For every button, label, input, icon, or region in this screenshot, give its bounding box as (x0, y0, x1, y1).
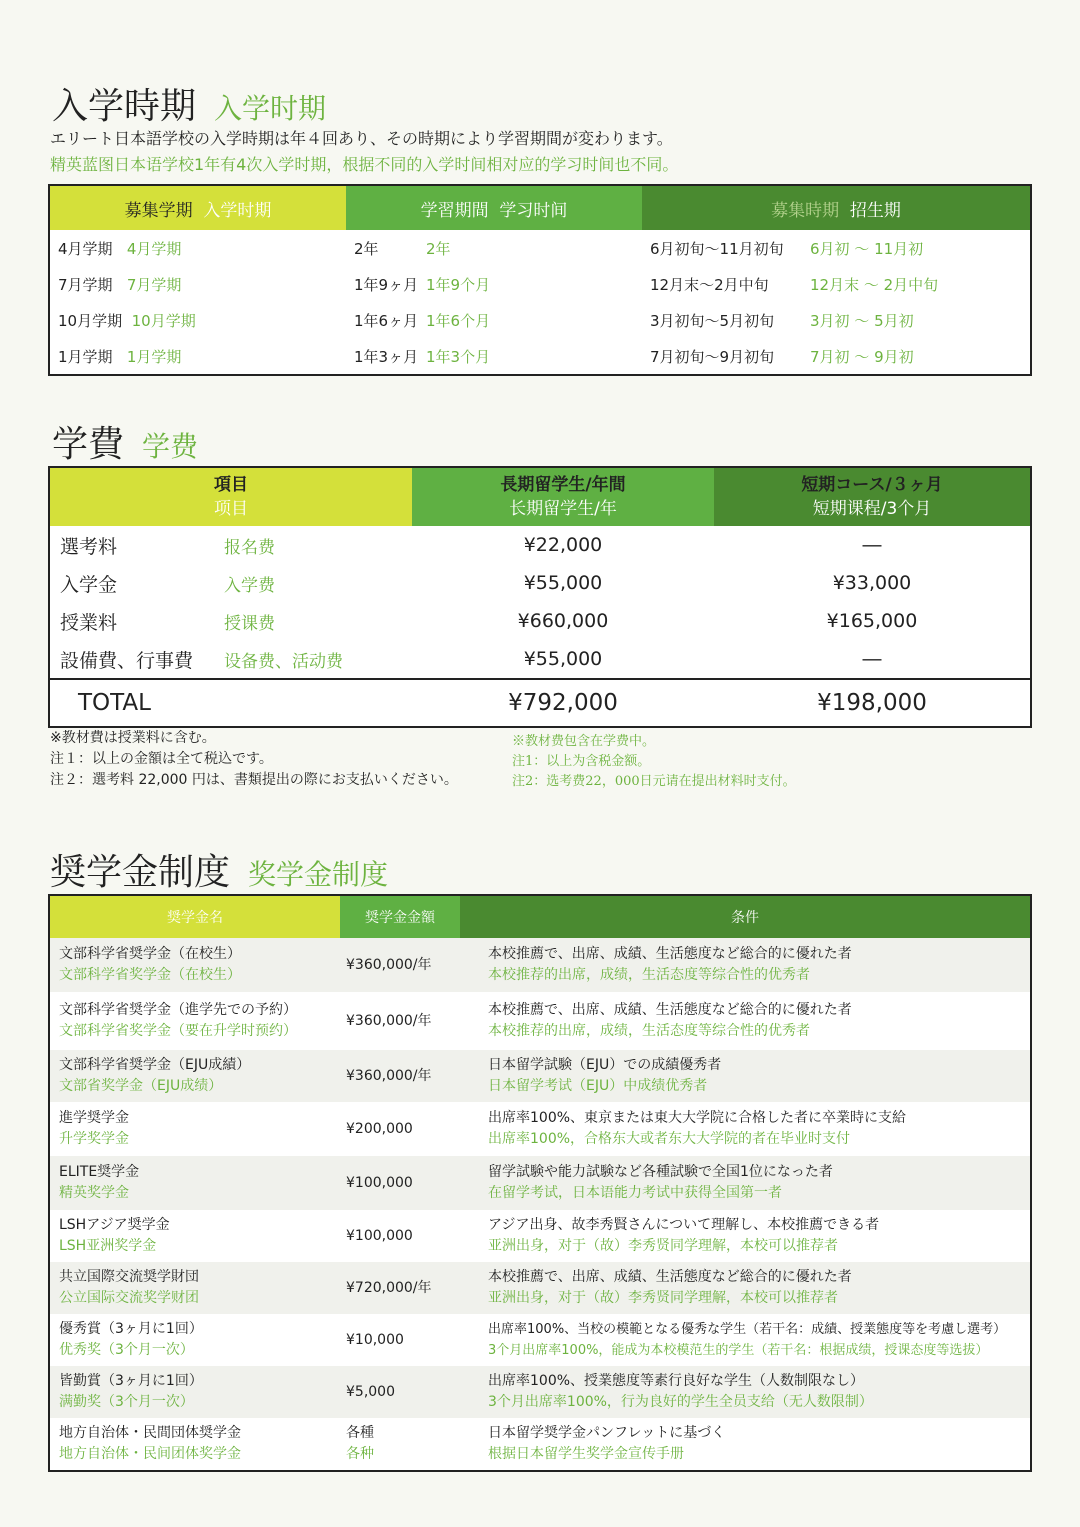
scholarship-header-amount: 奨学金金額 (340, 895, 460, 938)
scholarship-row: LSHアジア奨学金 LSH亚洲奖学金 ¥100,000 アジア出身、故李秀賢さんについて理解し、本校推薦できる者 亚洲出身，对于（故）李秀贤同学理解，本校可以推荐者 (59, 1217, 880, 1254)
period-title (52, 78, 326, 129)
period-header-recruit: 募集時期 招生期 (642, 185, 1031, 230)
fees-note-cn: 注2：选考费22，000日元请在提出材料时支付。 (512, 774, 796, 789)
period-intro (50, 126, 678, 178)
scholarship-row: 共立国際交流奨学財団 公立国际交流奖学财团 ¥720,000/年 本校推薦で、出席、成績、生活態度など総合的に優れた者 亚洲出身，对于（故）李秀贤同学理解，本校可以推荐者 (49, 1262, 1031, 1314)
fees-table-header (49, 467, 1031, 526)
fees-total-label: TOTAL (49, 679, 412, 727)
fees-title (52, 416, 198, 467)
scholarship-header-cond: 条件 (460, 895, 1031, 938)
period-title-cn: 入学时期 (214, 92, 327, 125)
scholarship-title (50, 844, 388, 895)
fees-notes-jp (50, 728, 458, 791)
scholarship-row: 文部科学省奨学金（EJU成績） 文部省奖学金（EJU成绩） ¥360,000/年 日本留学試験（EJU）での成績優秀者 日本留学考试（EJU）中成绩优秀者 (49, 1050, 1031, 1102)
fees-note-cn: 注1：以上为含税金额。 (512, 754, 651, 769)
fees-total-short: ¥198,000 (714, 679, 1031, 727)
period-table (48, 184, 1032, 376)
fees-row: 授業料 授课费 ¥660,000 ¥165,000 (60, 610, 918, 634)
fees-total-long: ¥792,000 (412, 679, 714, 727)
period-intro-cn: 精英蓝图日本语学校1年有4次入学时期，根据不同的入学时间相对应的学习时间也不同。 (50, 155, 679, 174)
period-header-term: 募集学期 入学时期 (49, 185, 346, 230)
scholarship-row: 文部科学省奨学金（進学先での予約） 文部科学省奖学金（要在升学时预约） ¥360,000/年 本校推薦で、出席、成績、生活態度など総合的に優れた者 本校推荐的出席，成绩，生活态度等综合性的优秀者 (59, 1002, 852, 1039)
fees-row: 入学金 入学费 ¥55,000 ¥33,000 (60, 572, 912, 596)
scholarship-row: 皆勤賞（3ヶ月に1回） 满勤奖（3个月一次） ¥5,000 出席率100%、授業態度等素行良好な学生（人数制限なし） 3个月出席率100%，行为良好的学生全员支给（无人数限制） (49, 1366, 1031, 1418)
scholarship-row: 優秀賞（3ヶ月に1回） 优秀奖（3个月一次） ¥10,000 出席率100%、当校の模範となる優秀な学生（若干名：成績、授業態度等を考慮し選考） 3个月出席率100%，能成为本校模范生的学生（若干名：根据成绩，授课态度等选拔） (59, 1321, 1007, 1358)
fees-header-short: 短期コース/３ヶ月 短期课程/3个月 (714, 467, 1031, 526)
period-row: 10月学期 10月学期 1年6ヶ月 1年6个月 3月初旬～5月初旬 3月初 ～ 5月初 (58, 311, 914, 330)
scholarship-table (48, 894, 1032, 1472)
period-intro-jp: エリート日本語学校の入学時期は年４回あり、その時期により学習期間が変わります。 (50, 129, 673, 148)
fees-header-long: 長期留学生/年間 长期留学生/年 (412, 467, 714, 526)
scholarship-header-name: 奨学金名 (49, 895, 340, 938)
scholarship-row: 地方自治体・民間団体奨学金 地方自治体・民间团体奖学金 各種 各种 日本留学奨学金パンフレットに基づく 根据日本留学生奖学金宣传手册 (59, 1425, 726, 1462)
fees-note: 注２：選考料 22,000 円は、書類提出の際にお支払いください。 (50, 772, 458, 788)
fees-note: 注１：以上の金額は全て税込です。 (50, 751, 273, 767)
scholarship-row: 文部科学省奨学金（在校生） 文部科学省奖学金（在校生） ¥360,000/年 本校推薦で、出席、成績、生活態度など総合的に優れた者 本校推荐的出席，成绩，生活态度等综合性的优秀者 (49, 938, 1031, 992)
period-header-length: 学習期間 学习时间 (346, 185, 642, 230)
scholarship-title-cn: 奖学金制度 (248, 858, 389, 891)
fees-row: 設備費、行事費 设备费、活动费 ¥55,000 ― (60, 648, 882, 672)
fees-title-cn: 学费 (142, 430, 199, 463)
period-title-jp: 入学時期 (52, 86, 197, 127)
scholarship-table-header (49, 895, 1031, 938)
fees-total-row (49, 679, 1031, 727)
fees-table (48, 466, 1032, 728)
period-table-header (49, 185, 1031, 230)
fees-title-jp: 学費 (52, 424, 125, 465)
period-row: 1月学期 1月学期 1年3ヶ月 1年3个月 7月初旬～9月初旬 7月初 ～ 9月初 (58, 347, 914, 366)
scholarship-title-jp: 奨学金制度 (50, 852, 231, 893)
fees-note-cn: ※教材费包含在学费中。 (512, 734, 656, 749)
fees-notes-cn (512, 732, 796, 792)
period-row: 4月学期 4月学期 2年 2年 6月初旬～11月初旬 6月初 ～ 11月初 (58, 239, 924, 258)
fees-row: 選考料 报名费 ¥22,000 ― (60, 534, 882, 558)
scholarship-row: 進学奨学金 升学奖学金 ¥200,000 出席率100%、東京または東大大学院に合格した者に卒業時に支給 出席率100%，合格东大或者东大大学院的者在毕业时支付 (59, 1110, 907, 1147)
fees-header-item: 項目 项目 (49, 467, 412, 526)
scholarship-row: ELITE奨学金 精英奖学金 ¥100,000 留学試験や能力試験など各種試験で全国1位になった者 在留学考试，日本语能力考试中获得全国第一者 (49, 1156, 1031, 1210)
period-row: 7月学期 7月学期 1年9ヶ月 1年9个月 12月末～2月中旬 12月末 ～ 2月中旬 (58, 275, 939, 294)
fees-note: ※教材費は授業料に含む。 (50, 730, 216, 746)
